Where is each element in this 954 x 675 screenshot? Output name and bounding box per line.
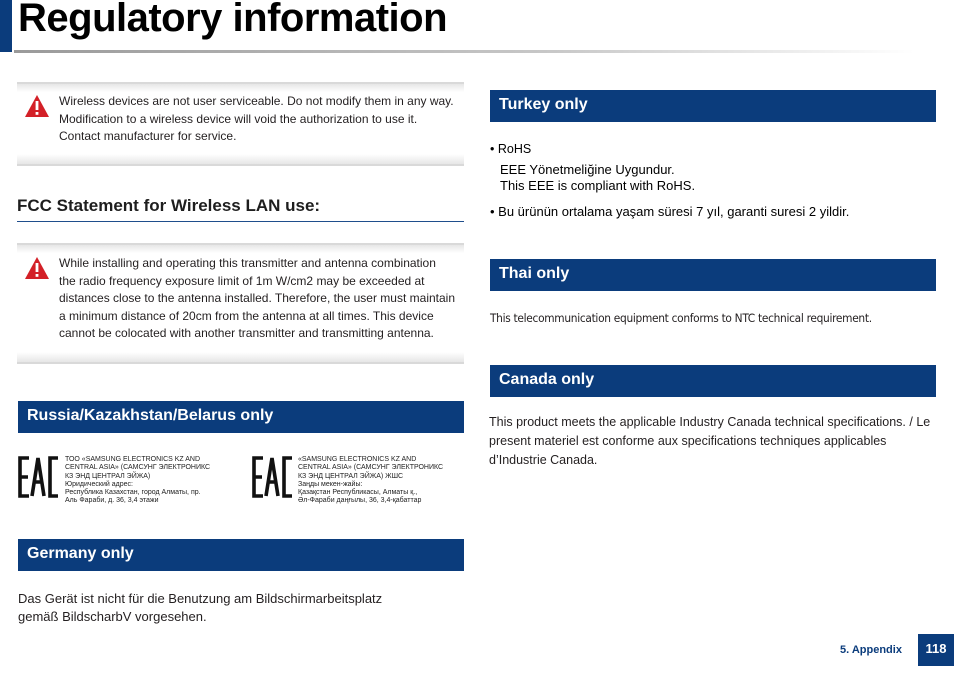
footer-chapter: 5. Appendix: [840, 644, 902, 656]
canada-line: This product meets the applicable Industry Canada technical specifications. / Le: [489, 415, 931, 429]
turkey-rohs-line: This EEE is compliant with RoHS.: [500, 178, 696, 193]
turkey-rohs-bullet: • RoHS: [490, 142, 532, 156]
warning-line: cannot be colocated with another transmitter and transmitting antenna.: [59, 326, 434, 341]
thai-section-heading: Thai only: [490, 259, 936, 291]
canada-line: d’Industrie Canada.: [489, 453, 598, 467]
eac-certificate-text: «SAMSUNG ELECTRONICS KZ AND CENTRAL ASIA» (САМСУНГ ЭЛЕКТРОНИКС КЗ ЭНД ЦЕНТРАЛ ЭЙЖА) ЖШС Заңды мекен-жайы: Қазақстан Республикасы, Алматы қ., Әл-Фараби даңғылы, 36, 3,4-қабаттар: [298, 456, 444, 505]
warning-line: a minimum distance of 20cm from the antenna at all times. This device: [59, 308, 434, 323]
canada-section-heading: Canada only: [490, 365, 936, 397]
warning-line: Contact manufacturer for service.: [59, 129, 237, 144]
germany-section-heading: Germany only: [18, 539, 464, 571]
page-title: Regulatory information: [18, 0, 448, 40]
fcc-heading: FCC Statement for Wireless LAN use:: [17, 196, 321, 215]
warning-line: Modification to a wireless device will void the authorization to use it.: [59, 111, 418, 126]
turkey-rohs-line: EEE Yönetmeliğine Uygundur.: [500, 162, 675, 177]
warning-line: Wireless devices are not user serviceable. Do not modify them in any way.: [59, 94, 454, 108]
page-number: 118: [918, 634, 954, 666]
fcc-heading-rule: [17, 221, 464, 222]
rf-exposure-warning-text: [59, 255, 464, 343]
russia-section-heading: Russia/Kazakhstan/Belarus only: [18, 401, 464, 433]
thai-text: This telecommunication equipment conforms to NTC technical requirement.: [490, 311, 872, 325]
warning-line: distances close to the antenna installed. Therefore, the user must maintain: [59, 291, 456, 306]
germany-text: [18, 590, 382, 625]
warning-triangle-icon: [24, 256, 50, 280]
warning-triangle-icon: [24, 94, 50, 118]
title-accent-bar: [0, 0, 12, 52]
turkey-section-heading: Turkey only: [490, 90, 936, 122]
warning-line: While installing and operating this transmitter and antenna combination: [59, 256, 436, 270]
germany-line: gemäß BildscharbV vorgesehen.: [18, 608, 207, 624]
eac-certificate-text: ТОО «SAMSUNG ELECTRONICS KZ AND CENTRAL ASIA» (САМСУНГ ЭЛЕКТРОНИКС КЗ ЭНД ЦЕНТРАЛ ЭЙЖА) Юридический адрес: Республика Казахстан, город Алматы, пр. Аль Фараби, д. 36, 3,4 этажи: [65, 456, 211, 505]
warning-line: the radio frequency exposure limit of 1m W/cm2 may be exceeded at: [59, 273, 425, 288]
canada-line: present materiel est conforme aux specifications techniques applicables: [489, 434, 887, 448]
title-divider: [14, 50, 914, 53]
eac-logo: [18, 456, 60, 498]
germany-line: Das Gerät ist nicht für die Benutzung am Bildschirmarbeitsplatz: [18, 591, 383, 606]
eac-logo: [252, 456, 294, 498]
canada-text: [489, 413, 944, 470]
wireless-warning-text: [59, 93, 464, 146]
turkey-lifetime-bullet: • Bu ürünün ortalama yaşam süresi 7 yıl, garanti suresi 2 yildir.: [490, 204, 850, 219]
